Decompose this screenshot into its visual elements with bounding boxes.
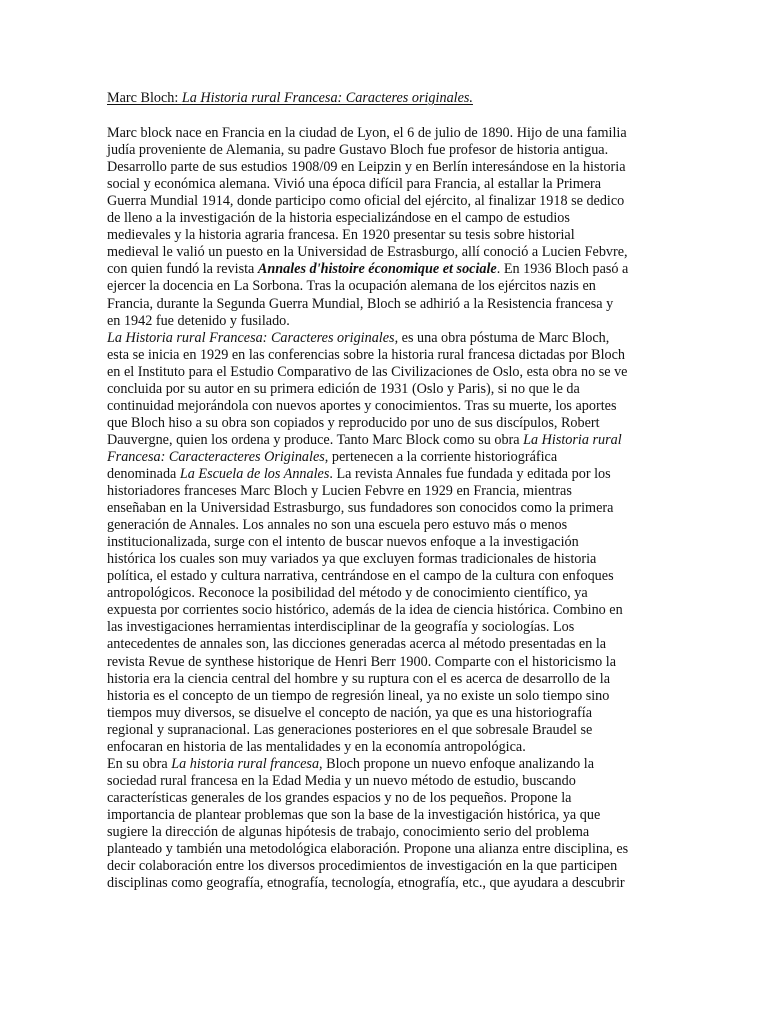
text-run: . En 1936 Bloch pasó a [496, 261, 629, 278]
document-page [107, 90, 663, 892]
text-line [107, 449, 663, 466]
text-line [107, 227, 663, 244]
text-run: continuidad mejorándola con nuevos aportes y conocimientos. Tras su muerte, los aportes [107, 397, 617, 414]
text-run: las investigaciones herramientas interdisciplinar de la geografía y sociologías. Los [107, 619, 575, 636]
text-run: disciplinas como geografía, etnografía, tecnología, etnografía, etc., que ayudara a descubrir [107, 875, 625, 892]
text-line [107, 466, 663, 483]
text-line [107, 671, 663, 688]
text-line [107, 381, 663, 398]
text-line [107, 330, 663, 347]
paragraph [107, 125, 663, 330]
text-line [107, 432, 663, 449]
text-line [107, 483, 663, 500]
paragraph [107, 330, 663, 756]
text-run: decir colaboración entre los diversos procedimientos de investigación en la que participen [107, 858, 618, 875]
text-run: política, el estado y cultura narrativa, centrándose en el campo de la cultura con enfoques [107, 568, 614, 585]
text-run: en 1942 fue detenido y fusilado. [107, 312, 290, 329]
text-run: en el Instituto para el Estudio Comparativo de las Civilizaciones de Oslo, esta obra no se ve [107, 363, 628, 380]
text-run: , pertenecen a la corriente historiográfica [324, 448, 558, 465]
text-line [107, 636, 663, 653]
text-line [107, 858, 663, 875]
italic-title: La Historia rural [523, 431, 622, 448]
text-line [107, 296, 663, 313]
text-run: esta se inicia en 1929 en las conferencias sobre la historia rural francesa dictadas por Bloch [107, 346, 626, 363]
text-line [107, 756, 663, 773]
text-line [107, 773, 663, 790]
text-line [107, 534, 663, 551]
paragraph [107, 756, 663, 892]
text-line [107, 824, 663, 841]
text-run: Marc block nace en Francia en la ciudad de Lyon, el 6 de julio de 1890. Hijo de una familia [107, 125, 627, 142]
text-run: tiempos muy diversos, se disuelve el concepto de nación, ya que es una historiografía [107, 704, 593, 721]
text-run: regional y supranacional. Las generaciones posteriores en el que sobresale Braudel se [107, 721, 593, 738]
text-run: Dauvergne, quien los ordena y produce. Tanto Marc Block como su obra [107, 431, 524, 448]
text-run: historia era la ciencia central del hombre y su ruptura con el es acerca de desarrollo de la [107, 670, 611, 687]
text-line [107, 807, 663, 824]
text-run: antropológicos. Reconoce la posibilidad del método y de conocimiento científico, ya [107, 585, 588, 602]
text-line [107, 517, 663, 534]
text-line [107, 347, 663, 364]
text-line [107, 125, 663, 142]
italic-title: La historia rural francesa [171, 755, 320, 772]
text-line [107, 551, 663, 568]
text-line [107, 398, 663, 415]
document-title [107, 90, 663, 107]
text-line [107, 210, 663, 227]
text-run: historia es el concepto de un tiempo de regresión lineal, ya no existe un solo tiempo sino [107, 687, 610, 704]
text-run: características generales de los grandes espacios y no de los pequeños. Propone la [107, 789, 572, 806]
title-author: Marc Bloch: [107, 90, 182, 106]
text-line [107, 722, 663, 739]
text-run: . La revista Annales fue fundada y editada por los [329, 465, 611, 482]
text-line [107, 159, 663, 176]
text-line [107, 142, 663, 159]
text-run: generación de Annales. Los annales no son una escuela pero estuvo más o menos [107, 517, 568, 534]
text-run: medievales y la historia agraria francesa. En 1920 presentar su tesis sobre historial [107, 227, 575, 244]
text-run: concluida por su autor en su primera edición de 1931 (Oslo y Paris), si no que le da [107, 380, 580, 397]
text-line [107, 705, 663, 722]
text-line [107, 602, 663, 619]
text-line [107, 585, 663, 602]
text-run: enseñaban en la Universidad Estrasburgo, sus fundadores son conocidos como la primera [107, 500, 614, 517]
bold-italic-title: Annales d'histoire économique et sociale [257, 261, 497, 278]
text-line [107, 500, 663, 517]
text-line [107, 568, 663, 585]
italic-title: Francesa: Caracteracteres Originales [107, 448, 325, 465]
italic-title: La Historia rural Francesa: Caracteres originales [107, 329, 395, 346]
text-run: , Bloch propone un nuevo enfoque analizando la [319, 755, 595, 772]
text-line [107, 875, 663, 892]
text-run: medieval le valió un puesto en la Universidad de Estrasburgo, allí conoció a Lucien Febvre, [107, 244, 628, 261]
title-work: La Historia rural Francesa: Caracteres originales. [181, 90, 473, 106]
text-run: institucionalizada, surge con el intento de buscar nuevos enfoque a la investigación [107, 534, 579, 551]
text-line [107, 261, 663, 278]
text-run: denominada [107, 465, 180, 482]
text-line [107, 415, 663, 432]
text-run: de lleno a la investigación de la historia especializándose en el campo de estudios [107, 210, 570, 227]
text-run: social y económica alemana. Vivió una época difícil para Francia, al estallar la Primera [107, 176, 602, 193]
text-run: historiadores franceses Marc Bloch y Lucien Febvre en 1929 en Francia, mientras [107, 483, 572, 500]
text-line [107, 619, 663, 636]
document-body [107, 125, 663, 892]
text-run: sugiere la dirección de algunas hipótesis de trabajo, conocimiento serio del problema [107, 823, 590, 840]
text-run: que Bloch hiso a su obra son copiados y reproducido por uno de sus discípulos, Robert [107, 414, 600, 431]
text-run: ejercer la docencia en La Sorbona. Tras la ocupación alemana de los ejércitos nazis en [107, 278, 596, 295]
text-line [107, 739, 663, 756]
text-run: enfocaran en historia de las mentalidades y en la economía antropológica. [107, 738, 526, 755]
text-line [107, 841, 663, 858]
text-run: con quien fundó la revista [107, 261, 258, 278]
italic-title: La Escuela de los Annales [179, 465, 330, 482]
text-run: judía proveniente de Alemania, su padre Gustavo Bloch fue profesor de historia antigua. [107, 142, 609, 159]
text-line [107, 244, 663, 261]
text-line [107, 278, 663, 295]
text-run: importancia de plantear problemas que son la base de la investigación histórica, ya que [107, 806, 601, 823]
text-line [107, 688, 663, 705]
text-run: revista Revue de synthese historique de Henri Berr 1900. Comparte con el historicismo la [107, 653, 617, 670]
text-run: expuesta por corrientes socio histórico, además de la idea de ciencia histórica. Combino en [107, 602, 623, 619]
text-run: antecedentes de annales son, las dicciones generadas acerca al método presentadas en la [107, 636, 607, 653]
text-line [107, 313, 663, 330]
text-line [107, 176, 663, 193]
text-run: , es una obra póstuma de Marc Bloch, [394, 329, 610, 346]
text-run: sociedad rural francesa en la Edad Media y un nuevo método de estudio, buscando [107, 772, 576, 789]
text-run: planteado y también una metodológica elaboración. Propone una alianza entre disciplina, es [107, 841, 629, 858]
text-run: Francia, durante la Segunda Guerra Mundial, Bloch se adhirió a la Resistencia francesa y [107, 295, 614, 312]
text-line [107, 364, 663, 381]
text-line [107, 654, 663, 671]
text-line [107, 193, 663, 210]
text-run: histórica los cuales son muy variados ya que excluyen formas tradicionales de historia [107, 551, 597, 568]
text-line [107, 790, 663, 807]
text-run: En su obra [107, 755, 172, 772]
text-run: Desarrollo parte de sus estudios 1908/09 en Leipzin y en Berlín interesándose en la historia [107, 159, 626, 176]
text-run: Guerra Mundial 1914, donde participo como oficial del ejército, al finalizar 1918 se dedico [107, 193, 625, 210]
